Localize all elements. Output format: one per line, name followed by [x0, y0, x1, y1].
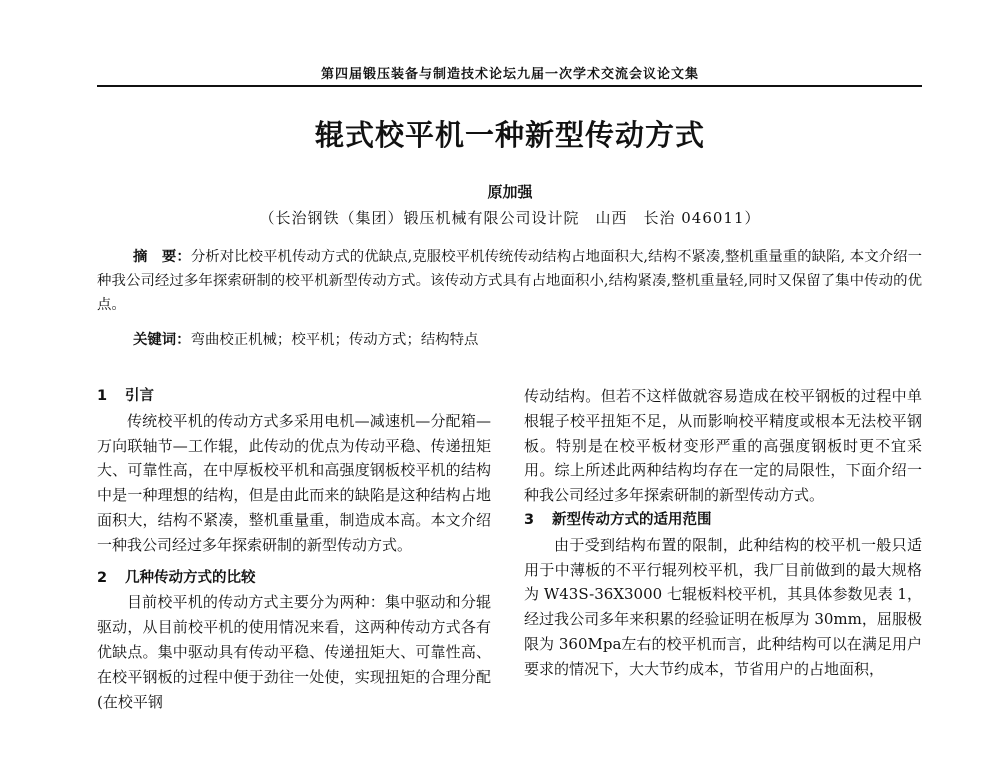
- right-column: [524, 384, 922, 682]
- section-2-heading: [97, 566, 491, 591]
- section-2-title: 几种传动方式的比较: [125, 569, 256, 586]
- section-2-paragraph: 目前校平机的传动方式主要分为两种：集中驱动和分辊驱动，从目前校平机的使用情况来看，这两种传动方式各有优缺点。集中驱动具有传动平稳、传递扭矩大、可靠性高、在校平钢板的过程中便于劲往一处使，实现扭矩的合理分配(在校平钢: [97, 593, 491, 711]
- header-rule: [97, 85, 922, 87]
- author-name: 原加强: [487, 183, 533, 201]
- section-2-number: 2: [97, 569, 108, 586]
- section-3-title: 新型传动方式的适用范围: [552, 511, 712, 528]
- keywords-label: 关键词：: [133, 332, 191, 348]
- abstract: [97, 245, 922, 317]
- section-1-paragraph: 传统校平机的传动方式多采用电机—减速机—分配箱—万向联轴节—工作辊，此传动的优点为传动平稳、传递扭矩大、可靠性高，在中厚板校平机和高强度钢板校平机的结构中是一种理想的结构，但是由此而来的缺陷是这种结构占地面积大，结构不紧凑，整机重量重，制造成本高。本文介绍一种我公司经过多年探索研制的新型传动方式。: [97, 411, 491, 554]
- author-affiliation: （长治钢铁（集团）锻压机械有限公司设计院 山西 长治 046011）: [259, 209, 761, 227]
- paper-title: 辊式校平机一种新型传动方式: [314, 118, 705, 152]
- section-3-heading: [524, 508, 922, 533]
- section-1-title: 引言: [125, 388, 154, 404]
- keywords-text: 弯曲校正机械；校平机；传动方式；结构特点: [190, 332, 479, 348]
- section-1-number: 1: [97, 388, 108, 404]
- keywords: [133, 329, 922, 351]
- section-2-continuation: 传动结构。但若不这样做就容易造成在校平钢板的过程中单根辊子校平扭矩不足，从而影响校平精度或根本无法校平钢板。特别是在校平板材变形严重的高强度钢板时更不宜采用。综上所述此两种结构均存在一定的局限性，下面介绍一种我公司经过多年探索研制的新型传动方式。: [524, 387, 922, 505]
- left-column: [97, 384, 491, 714]
- abstract-text: 分析对比校平机传动方式的优缺点,克服校平机传统传动结构占地面积大,结构不紧凑,整机重量重的缺陷, 本文介绍一种我公司经过多年探索研制的校平机新型传动方式。该传动方式具有占地面积小,结构紧凑,整机重量轻,同时又保留了集中传动的优点。: [97, 249, 922, 313]
- running-head: 第四届锻压装备与制造技术论坛九届一次学术交流会议论文集: [320, 67, 699, 82]
- section-3-number: 3: [524, 511, 535, 528]
- section-1-heading: [97, 384, 491, 409]
- section-3-paragraph: 由于受到结构布置的限制，此种结构的校平机一般只适用于中薄板的不平行辊列校平机，我厂目前做到的最大规格为 W43S-36X3000 七辊板料校平机，其具体参数见表 1，经过我公司多年来积累的经验证明在板厚为 30mm，屈服极限为 360Mpa左右的校平机而言，此种结构可以在满足用户要求的情况下，大大节约成本，节省用户的占地面积，: [524, 535, 922, 678]
- abstract-label: 摘 要：: [133, 249, 191, 265]
